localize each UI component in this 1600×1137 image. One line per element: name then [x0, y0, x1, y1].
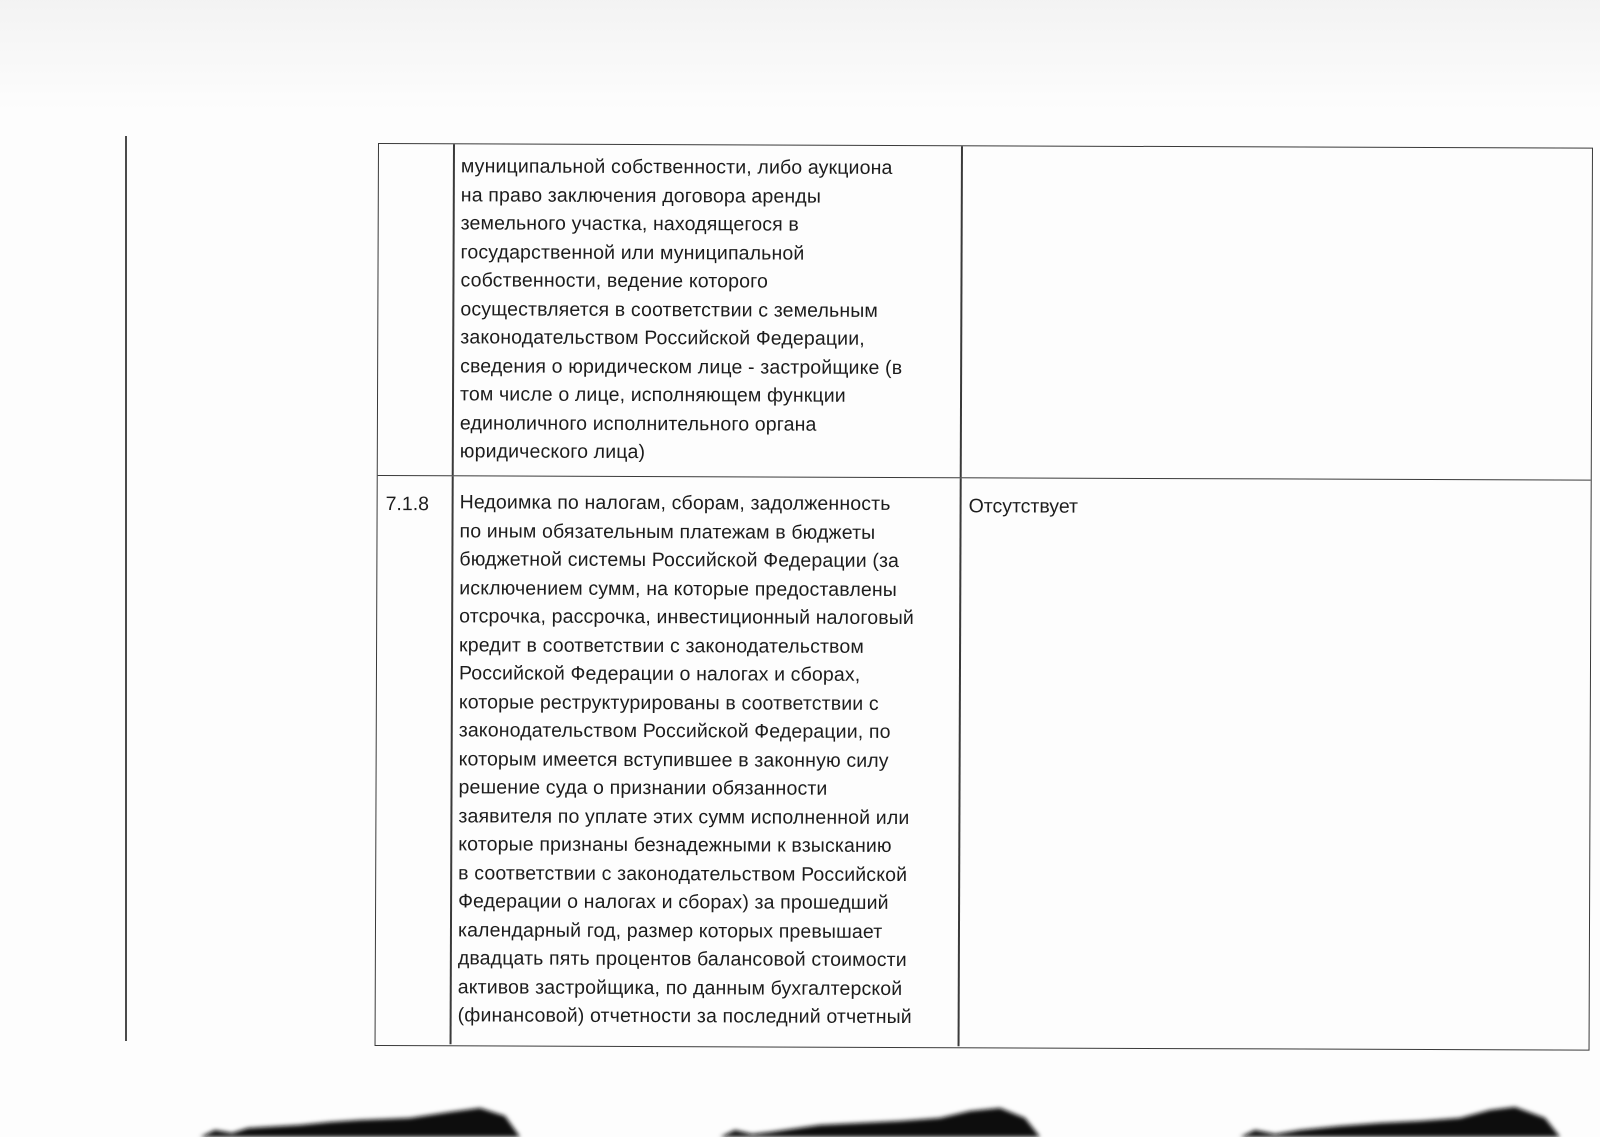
ink-smudge — [720, 1108, 1040, 1137]
description-line: Федерации о налогах и сборах) за прошедший — [458, 890, 889, 914]
description-line: активов застройщика, по данным бухгалтерской — [457, 975, 903, 1000]
column-divider — [960, 146, 963, 477]
description-line: двадцать пять процентов балансовой стоимости — [457, 947, 907, 972]
scan-artifacts — [0, 1078, 1600, 1137]
description-line: по иным обязательным платежам в бюджеты — [459, 519, 876, 544]
description-line: которые признаны безнадежными к взысканию — [458, 833, 892, 857]
description-line: бюджетной системы Российской Федерации (за — [459, 548, 900, 573]
column-divider — [958, 478, 962, 1046]
description-line: на право заключения договора аренды — [460, 183, 822, 208]
description-line: муниципальной собственности, либо аукциона — [460, 155, 893, 179]
description-line: законодательством Российской Федерации, — [460, 326, 865, 350]
binding-margin-line — [125, 136, 127, 1041]
document-table — [375, 143, 1593, 1051]
description-line: единоличного исполнительного органа — [459, 411, 817, 436]
row-number-cell: 7.1.8 — [385, 493, 430, 516]
description-line: осуществляется в соответствии с земельным — [460, 297, 879, 322]
description-line: государственной или муниципальной — [460, 240, 805, 265]
description-line: которые реструктурированы в соответствии с — [458, 690, 879, 715]
column-divider — [452, 144, 455, 475]
description-line: отсрочка, рассрочка, инвестиционный налоговый — [459, 605, 915, 630]
description-line: юридического лица) — [459, 440, 646, 464]
description-line: законодательством Российской Федерации, по — [458, 719, 891, 743]
description-line: Недоимка по налогам, сборам, задолженность — [459, 491, 891, 515]
row-description-cell — [458, 488, 955, 1031]
ink-smudge — [200, 1108, 520, 1137]
row-value-cell: Отсутствует — [968, 495, 1079, 518]
description-line: которым имеется вступившее в законную силу — [458, 747, 889, 772]
description-line: собственности, ведение которого — [460, 269, 769, 293]
description-line: календарный год, размер которых превышает — [457, 918, 883, 943]
description-line: исключением сумм, на которые предоставлены — [459, 576, 898, 601]
scan-shadow — [0, 0, 1600, 110]
table-row — [376, 476, 1591, 1049]
row-description-cell — [460, 152, 956, 467]
description-line: в соответствии с законодательством Российской — [458, 861, 908, 886]
description-line: решение суда о признании обязанности — [458, 776, 828, 800]
description-line: заявителя по уплате этих сумм исполненной или — [458, 804, 910, 829]
description-line: (финансовой) отчетности за последний отчетный — [457, 1004, 912, 1029]
description-line: том числе о лице, исполняющем функции — [459, 383, 846, 407]
description-line: кредит в соответствии с законодательством — [459, 633, 864, 658]
description-line: Российской Федерации о налогах и сборах, — [458, 662, 861, 686]
ink-smudge — [1240, 1107, 1560, 1137]
column-divider — [450, 476, 454, 1044]
description-line: земельного участка, находящегося в — [460, 212, 799, 236]
description-line: сведения о юридическом лице - застройщике (в — [460, 354, 903, 379]
table-row — [378, 144, 1592, 481]
